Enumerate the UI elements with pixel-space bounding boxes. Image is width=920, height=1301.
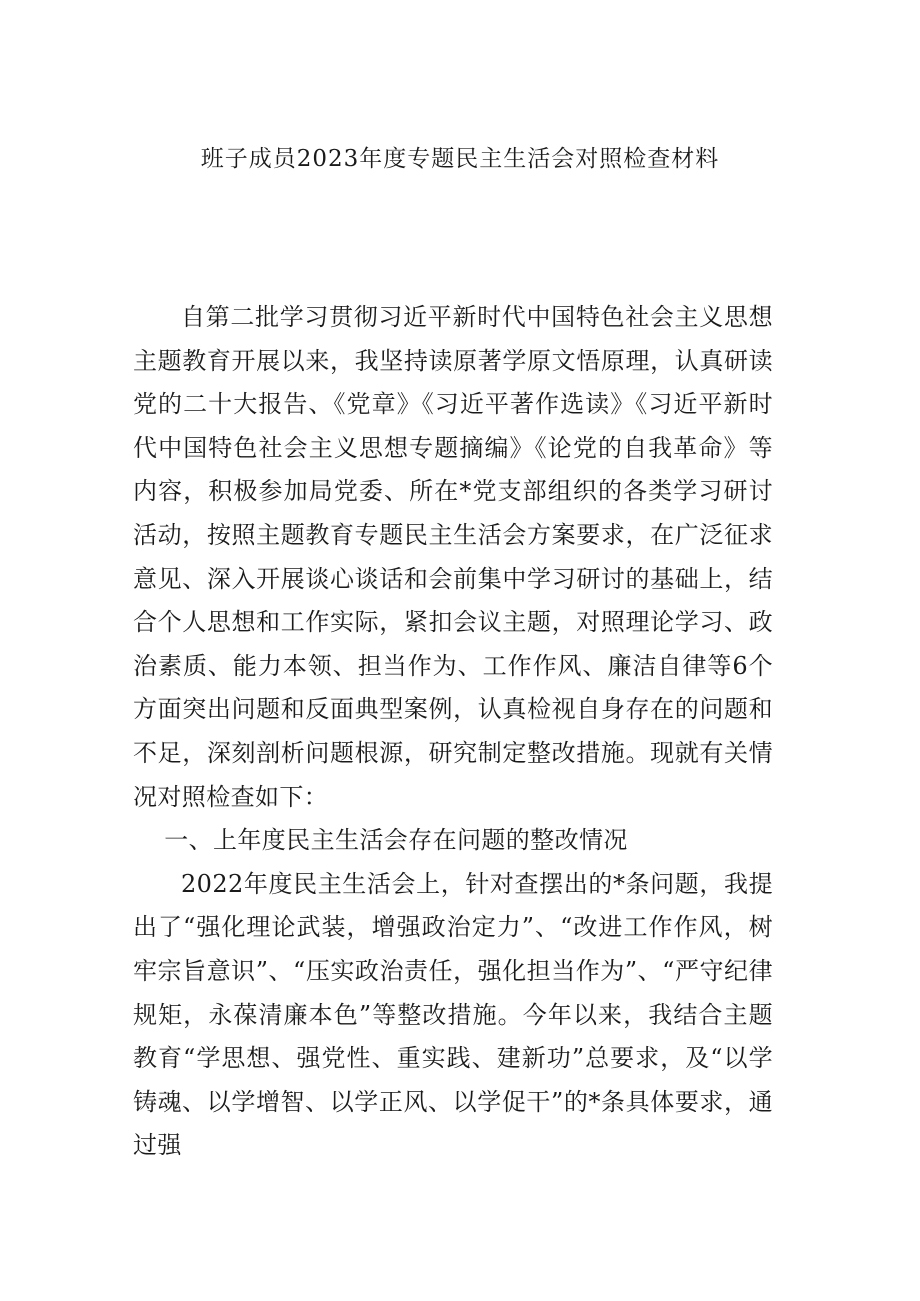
body-paragraph: 2022年度民主生活会上，针对查摆出的*条问题，我提出了“强化理论武装，增强政治定力”、“改进工作作风，树牢宗旨意识”、“压实政治责任，强化担当作为”、“严守纪律规矩，永葆清廉本色”等整改措施。今年以来，我结合主题教育“学思想、强党性、重实践、建新功”总要求，及“以学铸魂、以学增智、以学正风、以学促干”的*条具体要求，通过强 xyxy=(133,869,773,1160)
document-title: 班子成员2023年度专题民主生活会对照检查材料 xyxy=(200,146,720,172)
section-heading: 一、上年度民主生活会存在问题的整改情况 xyxy=(164,826,628,855)
document-body xyxy=(133,296,773,1168)
intro-paragraph: 自第二批学习贯彻习近平新时代中国特色社会主义思想主题教育开展以来，我坚持读原著学原文悟原理，认真研读党的二十大报告、《党章》《习近平著作选读》《习近平新时代中国特色社会主义思想专题摘编》《论党的自我革命》等内容，积极参加局党委、所在*党支部组织的各类学习研讨活动，按照主题教育专题民主生活会方案要求，在广泛征求意见、深入开展谈心谈话和会前集中学习研讨的基础上，结合个人思想和工作实际，紧扣会议主题，对照理论学习、政治素质、能力本领、担当作为、工作作风、廉洁自律等6个方面突出问题和反面典型案例，认真检视自身存在的问题和不足，深刻剖析问题根源，研究制定整改措施。现就有关情况对照检查如下： xyxy=(133,303,773,811)
